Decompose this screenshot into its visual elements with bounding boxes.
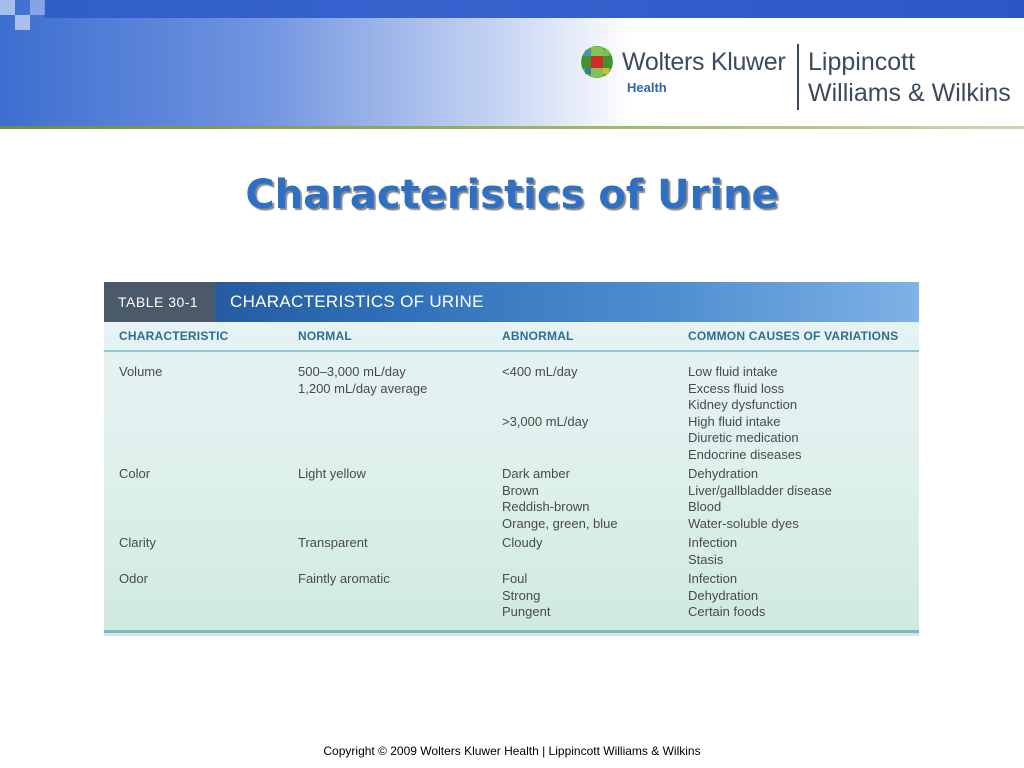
table-title-bar [104, 282, 919, 322]
cell-abnormal: Reddish-brown [502, 499, 590, 514]
logo-imprint-line1: Lippincott [808, 48, 916, 76]
wolters-kluwer-globe-icon [580, 45, 614, 79]
cell-causes: Infection [688, 571, 738, 586]
copyright-footer: Copyright © 2009 Wolters Kluwer Health | Lippincott Williams & Wilkins [323, 744, 701, 758]
cell-causes: Kidney dysfunction [688, 397, 798, 412]
logo-divider [797, 44, 799, 110]
cell-normal: Light yellow [298, 466, 366, 481]
cell-characteristic: Clarity [119, 535, 156, 550]
logo-division: Health [627, 80, 667, 95]
cell-abnormal: Orange, green, blue [502, 515, 618, 531]
cell-causes: Infection [688, 535, 738, 550]
cell-normal: Faintly aromatic [298, 571, 390, 586]
cell-normal: 1,200 mL/day average [298, 380, 428, 396]
cell-causes: Endocrine diseases [688, 446, 802, 462]
cell-causes: Diuretic medication [688, 430, 799, 445]
cell-causes: Excess fluid loss [688, 380, 785, 396]
cell-causes: Blood [688, 499, 722, 514]
cell-abnormal: Dark amber [502, 466, 570, 481]
cell-normal: 500–3,000 mL/day [298, 364, 406, 379]
urine-characteristics-table [104, 282, 919, 636]
cell-causes: Dehydration [688, 466, 759, 481]
cell-causes: Liver/gallbladder disease [688, 482, 832, 498]
column-header-normal: NORMAL [298, 329, 352, 343]
cell-causes: Certain foods [688, 604, 766, 619]
corner-pattern [0, 0, 1024, 30]
header-rule-line [104, 350, 919, 352]
column-header-causes: COMMON CAUSES OF VARIATIONS [688, 329, 899, 343]
cell-characteristic: Odor [119, 571, 148, 586]
cell-abnormal: >3,000 mL/day [502, 413, 589, 429]
publisher-logo [580, 42, 1020, 114]
logo-company: Wolters Kluwer [622, 48, 786, 76]
cell-abnormal: Pungent [502, 604, 551, 619]
cell-causes: High fluid intake [688, 413, 781, 429]
cell-characteristic: Color [119, 466, 151, 481]
header-rule [0, 126, 1024, 129]
cell-normal: Transparent [298, 535, 368, 550]
cell-abnormal: Foul [502, 571, 528, 586]
cell-characteristic: Volume [119, 364, 163, 379]
logo-imprint-line2: Williams & Wilkins [808, 79, 1011, 107]
cell-causes: Water-soluble dyes [688, 515, 799, 531]
table-number: TABLE 30-1 [104, 282, 215, 322]
cell-abnormal: Cloudy [502, 535, 543, 550]
table-name: CHARACTERISTICS OF URINE [230, 292, 484, 311]
cell-abnormal: <400 mL/day [502, 364, 578, 379]
column-header-abnormal: ABNORMAL [502, 329, 574, 343]
table-bottom-rule [104, 630, 919, 633]
cell-abnormal: Strong [502, 587, 541, 603]
cell-causes: Low fluid intake [688, 364, 778, 379]
slide-title: Characteristics of Urine [245, 172, 779, 218]
cell-abnormal: Brown [502, 482, 539, 498]
cell-causes: Stasis [688, 551, 724, 567]
column-header-characteristic: CHARACTERISTIC [119, 329, 229, 343]
cell-causes: Dehydration [688, 587, 759, 603]
